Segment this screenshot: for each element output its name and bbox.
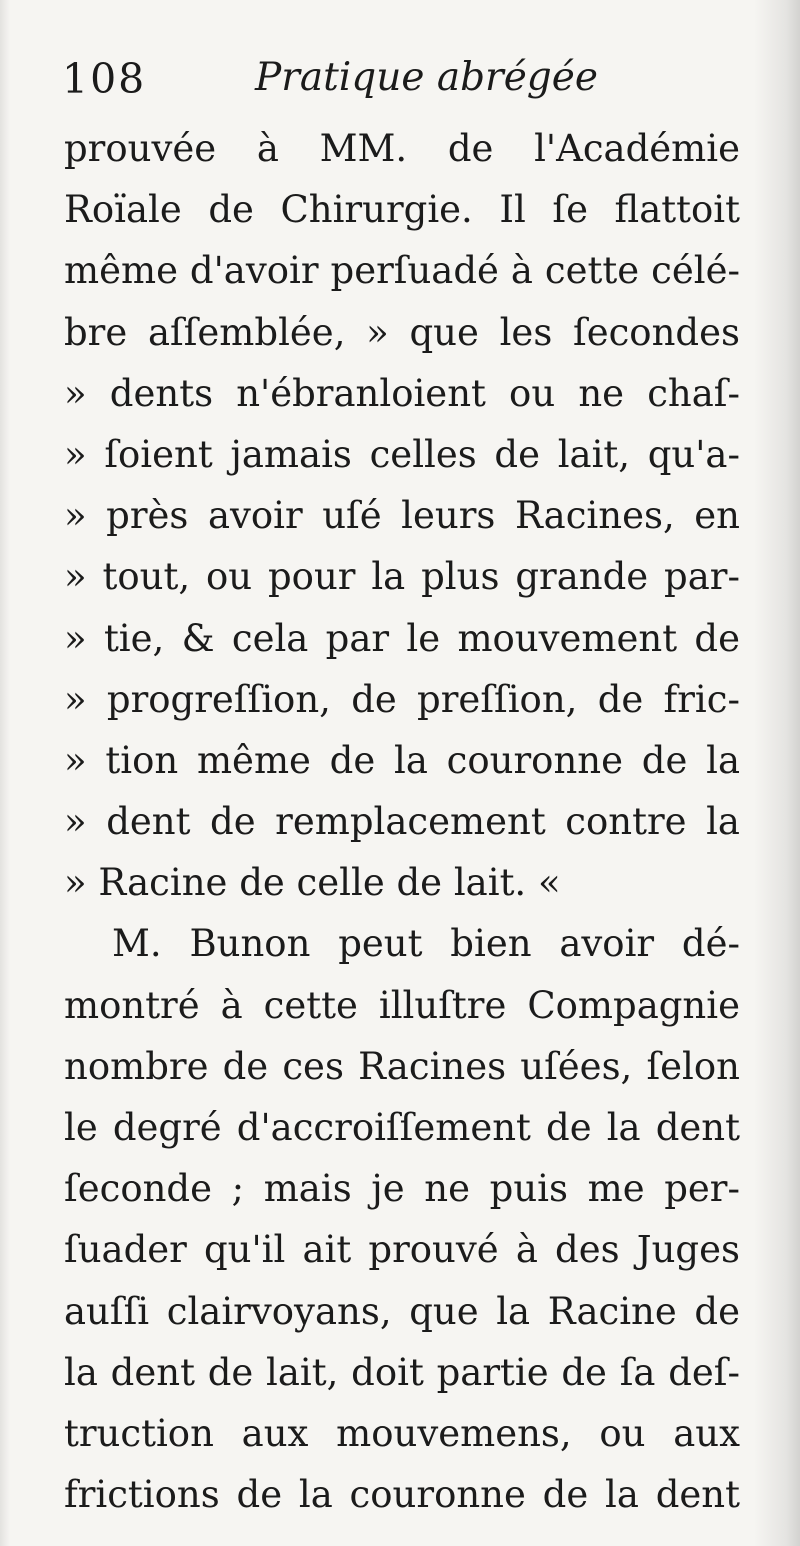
text-line: ſeconde ; mais je ne puis me per- [64, 1167, 740, 1211]
text-line: » près avoir uſé leurs Racines, en [64, 494, 740, 538]
page-number: 108 [62, 55, 147, 103]
text-line: le degré d'accroiſſement de la dent [64, 1106, 740, 1149]
text-line: même d'avoir perſuadé à cette célé- [64, 249, 740, 293]
running-head: Pratique abrégée [255, 55, 598, 100]
page-header [62, 55, 742, 119]
page-gutter-shadow [0, 0, 10, 1546]
text-line: » tie, & cela par le mouvement de [64, 616, 740, 660]
text-line: montré à cette illuſtre Compagnie [64, 983, 740, 1027]
text-line: » ſoient jamais celles de lait, qu'a- [64, 432, 740, 476]
text-line: la dent de lait, doit partie de ſa deſ- [64, 1350, 740, 1394]
text-line: auſſi clairvoyans, que la Racine de [64, 1289, 740, 1333]
text-line: » dents n'ébranloient ou ne chaſ- [64, 371, 740, 415]
page-edge-shadow [754, 0, 800, 1546]
text-line: M. Bunon peut bien avoir dé- [112, 922, 740, 966]
text-line: nombre de ces Racines uſées, ſelon [64, 1044, 740, 1088]
text-line: Roïale de Chirurgie. Il ſe flattoit [64, 188, 740, 232]
text-line: » tout, ou pour la plus grande par- [64, 555, 740, 599]
text-line: » progreſſion, de preſſion, de fric- [64, 677, 740, 721]
text-line: » tion même de la couronne de la [64, 738, 740, 782]
text-line: truction aux mouvemens, ou aux [64, 1411, 740, 1455]
text-line: prouvée à MM. de l'Académie [64, 127, 740, 170]
text-line: ſuader qu'il ait prouvé à des Juges [64, 1228, 740, 1272]
body-text [64, 118, 740, 1525]
text-line: » Racine de celle de lait. « [64, 861, 561, 905]
text-line: » dent de remplacement contre la [64, 800, 740, 844]
text-line: bre aſſemblée, » que les ſecondes [64, 310, 740, 354]
text-line: frictions de la couronne de la dent [64, 1473, 740, 1517]
